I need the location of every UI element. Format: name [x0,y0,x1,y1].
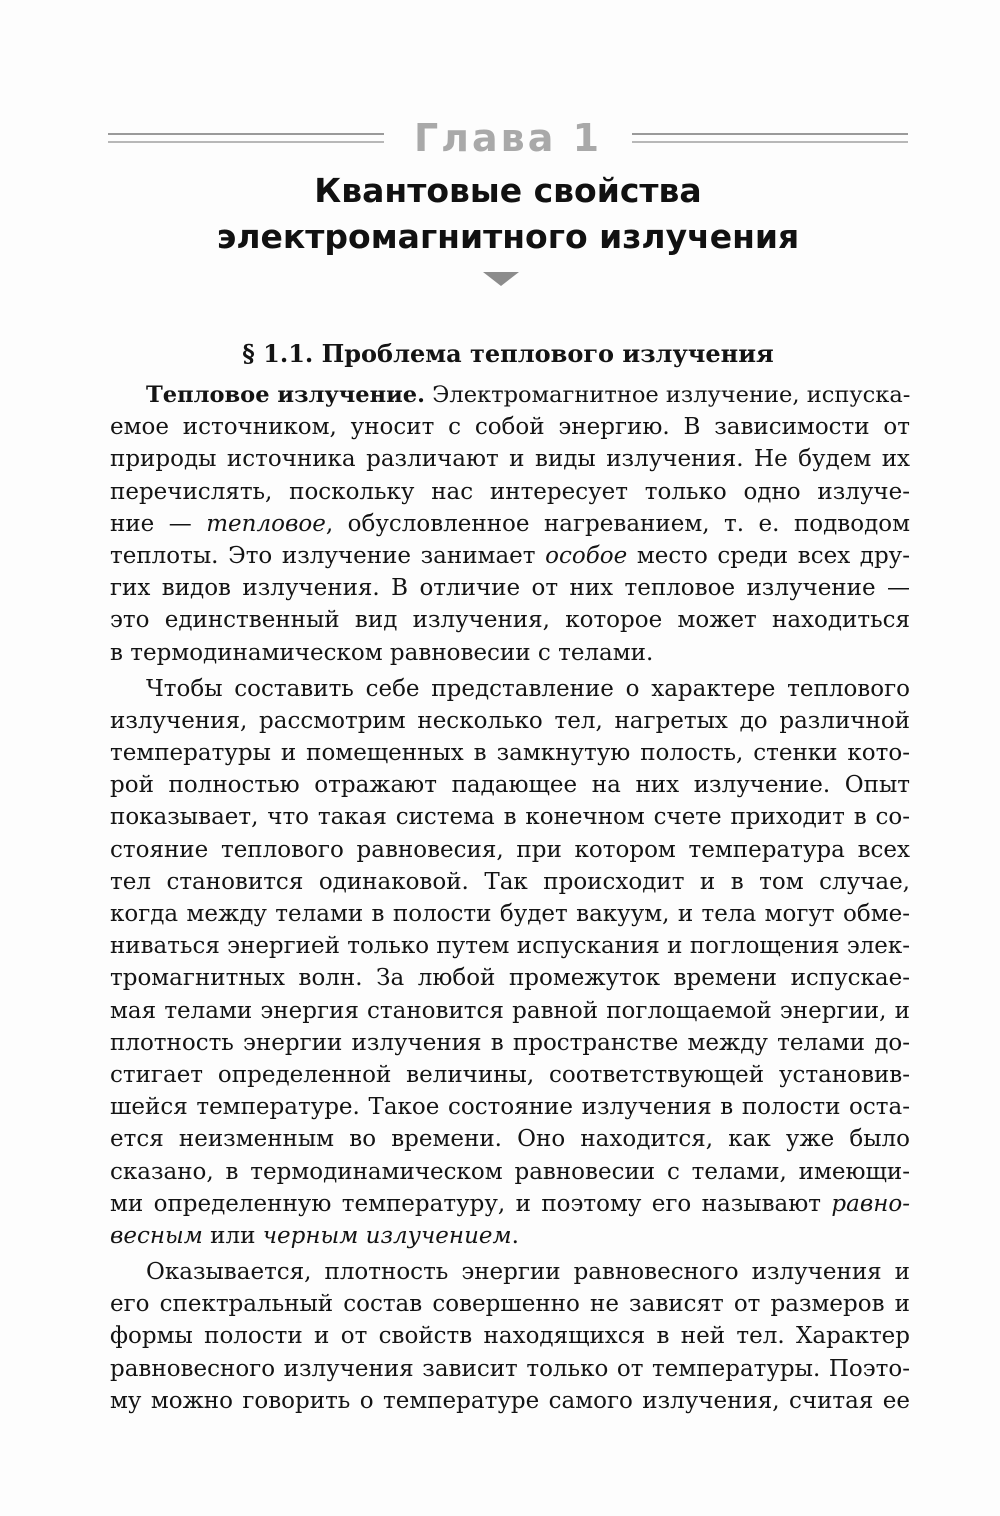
run-in-heading: Тепловое излучение. [146,382,425,408]
emphasis: черным излучением [262,1222,512,1249]
text-line: рой полностью отражают падающее на них излучение. Опыт [110,772,910,799]
text-line: показывает, что такая система в конечном счете приходит в со- [110,804,910,831]
text-line: Оказывается, плотность энергии равновесного излучения и [146,1259,910,1286]
text-line: в термодинамическом равновесии с телами. [110,639,654,666]
text-line: стигает определенной величины, соответствующей установив- [110,1061,910,1088]
text-line: Чтобы составить себе представление о характере теплового [146,675,910,702]
section-heading: § 1.1. Проблема теплового излучения [242,339,774,368]
text-line: ниваться энергией только путем испускания и поглощения элек- [110,933,910,960]
paragraph [110,673,910,1252]
text-line: формы полости и от свойств находящихся в ней тел. Характер [110,1323,910,1350]
emphasis: равно- [831,1190,910,1217]
text-line: ется неизменным во времени. Оно находится, как уже было [110,1126,910,1153]
text-line: теплоты. Это излучение занимает особое место среди всех дру- [110,542,910,569]
chapter-label: Глава 1 [413,116,603,160]
text-line: Тепловое излучение. Электромагнитное излучение, испуска- [146,382,911,408]
chapter-title [100,168,916,260]
text-line: перечислять, поскольку нас интересует только одно излуче- [110,478,910,505]
text-line: емое источником, уносит с собой энергию. В зависимости от [110,414,910,441]
text-line: его спектральный состав совершенно не зависят от размеров и [110,1291,910,1318]
text-line: когда между телами в полости будет вакуум, и тела могут обме- [110,901,910,927]
text-line: тел становится одинаковой. Так происходит и в том случае, [110,868,910,895]
text-line: излучения, рассмотрим несколько тел, нагретых до различной [110,707,910,734]
text-line: природы источника различают и виды излучения. Не будем их [110,446,910,473]
text-line: равновесного излучения зависит только от температуры. Поэто- [110,1355,910,1382]
body-text [110,379,910,1421]
text-line: тромагнитных волн. За любой промежуток времени испускае- [110,965,910,992]
chapter-title-line: Квантовые свойства [314,171,702,210]
emphasis: весным [110,1222,203,1249]
text-line: шейся температуре. Такое состояние излучения в полости оста- [110,1094,910,1121]
text-line: му можно говорить о температуре самого излучения, считая ее [110,1387,910,1414]
paragraph [110,1256,910,1417]
text-line: сказано, в термодинамическом равновесии с телами, имеющи- [110,1158,910,1185]
emphasis: особое [545,542,628,569]
text-line: весным или черным излучением. [110,1222,519,1249]
text-line: это единственный вид излучения, которое может находиться [110,607,910,634]
text-line: мая телами энергия становится равной поглощаемой энергии, и [110,997,910,1024]
chapter-header [108,118,908,158]
chapter-title-line: электромагнитного излучения [216,217,800,256]
text-line: плотность энергии излучения в пространстве между телами до- [110,1029,910,1056]
text-line: гих видов излучения. В отличие от них тепловое излучение — [110,575,910,602]
down-arrow-icon [483,272,519,286]
decorative-rule-left [108,133,384,143]
emphasis: тепловое [206,510,326,537]
text-line: стояние теплового равновесия, при котором температура всех [110,836,910,863]
paragraph [110,379,910,669]
decorative-rule-right [632,133,908,143]
text-line: ми определенную температуру, и поэтому его называют равно- [110,1190,910,1217]
text-line: ние — тепловое, обусловленное нагреванием, т. е. подводом [110,510,910,537]
text-line: температуры и помещенных в замкнутую полость, стенки кото- [110,740,910,767]
